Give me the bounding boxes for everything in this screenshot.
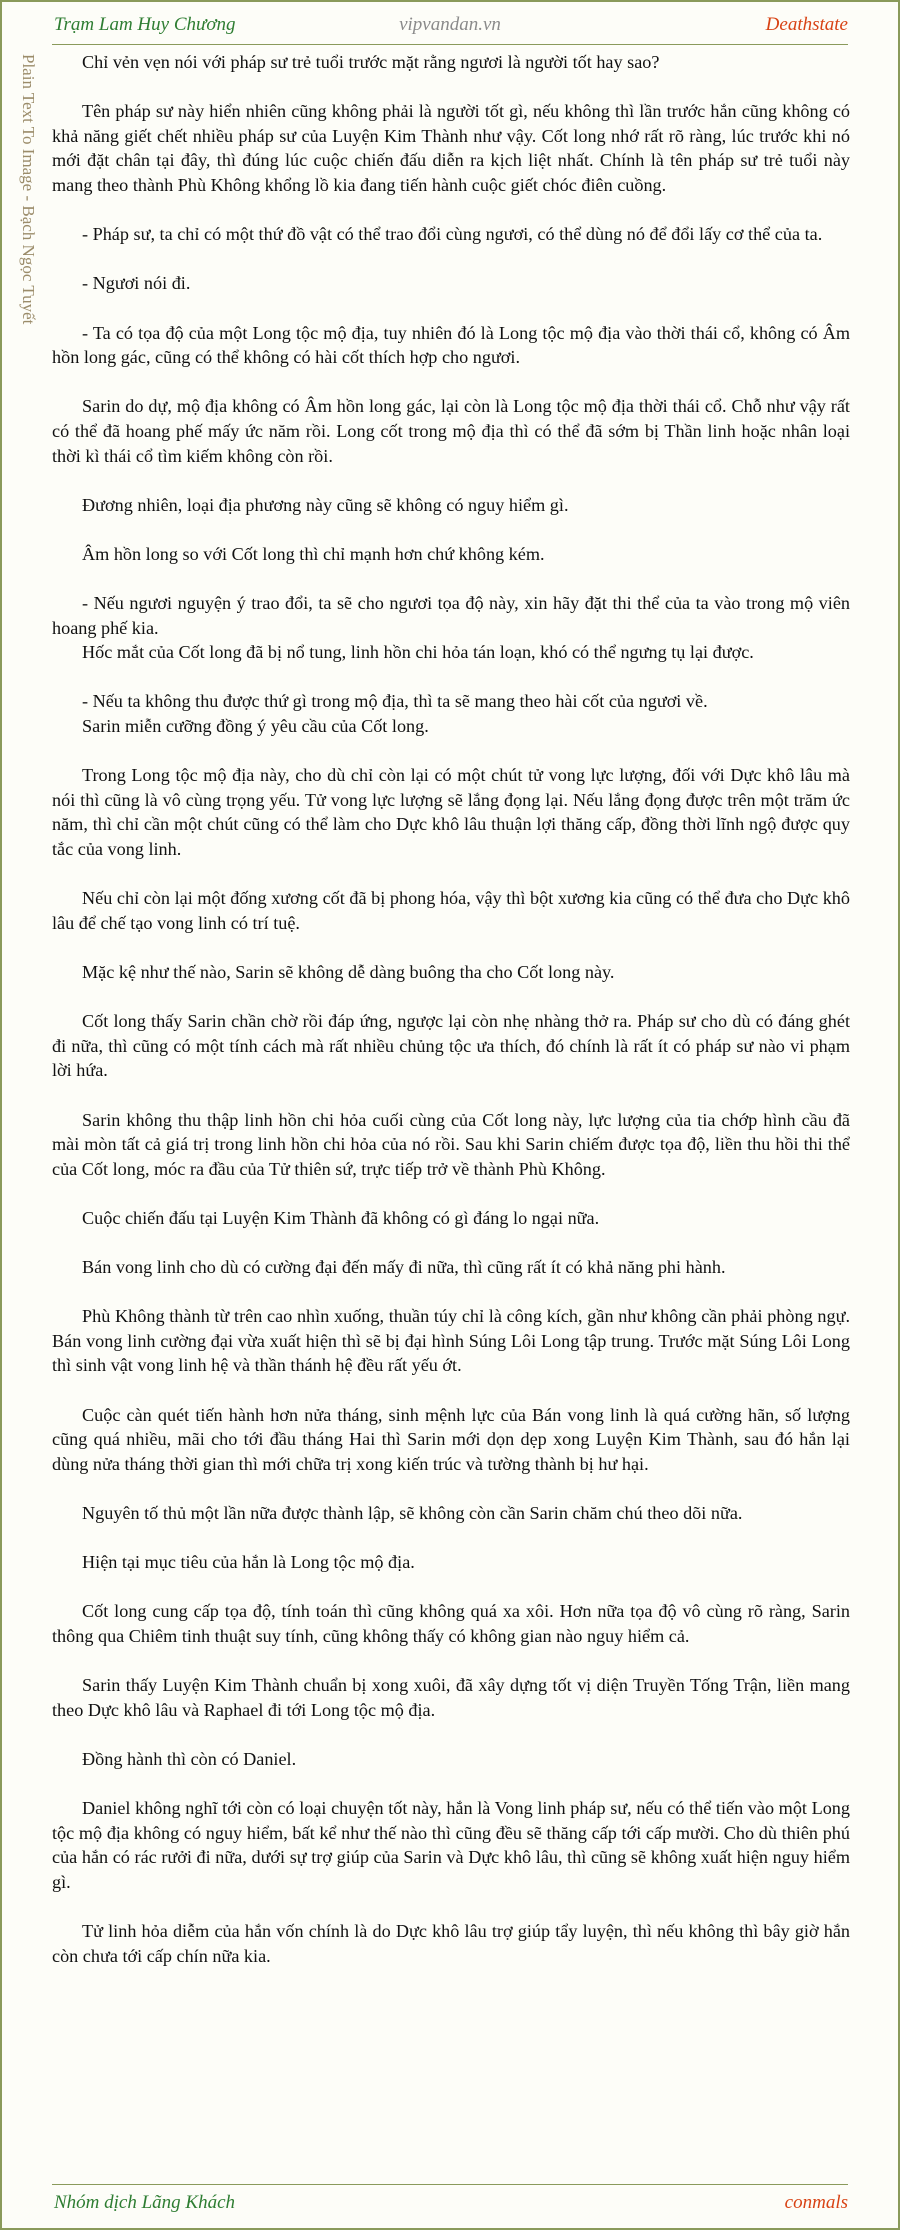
story-paragraph: Hiện tại mục tiêu của hắn là Long tộc mộ địa. bbox=[82, 1552, 415, 1573]
story-paragraph: Cuộc càn quét tiến hành hơn nửa tháng, sinh mệnh lực của Bán vong linh là quá cường hãn, số lượng cũng quá nhiều, mãi cho tới đầu tháng Hai thì Sarin mới dọn dẹp xong Luyện Kim Thành, sau đó hắn lại dùng nửa tháng thời gian thì mới chữa trị xong kiến trúc và tường thành bị hư hại. bbox=[52, 1404, 850, 1474]
story-line: Sarin miễn cưỡng đồng ý yêu cầu của Cốt long. bbox=[82, 716, 429, 737]
header-site-name: Trạm Lam Huy Chương bbox=[54, 14, 236, 35]
footer-editor: conmals bbox=[784, 2192, 848, 2213]
story-paragraph: Âm hồn long so với Cốt long thì chỉ mạnh hơn chứ không kém. bbox=[82, 543, 545, 564]
story-paragraph: Cuộc chiến đấu tại Luyện Kim Thành đã không có gì đáng lo ngại nữa. bbox=[82, 1207, 600, 1228]
story-paragraph: Phù Không thành từ trên cao nhìn xuống, thuần túy chỉ là công kích, gần như không cần phải phòng ngự. Bán vong linh cường đại vừa xuất hiện thì sẽ bị đại hình Súng Lôi Long tập trung. Trước mặt Súng Lôi Long thì sinh vật vong linh hệ và thần thánh hệ đều rất yếu ớt. bbox=[52, 1306, 850, 1376]
story-paragraph: - Ta có tọa độ của một Long tộc mộ địa, tuy nhiên đó là Long tộc mộ địa vào thời thái cổ, không có Âm hồn long gác, cũng có thể không có hài cốt thích hợp cho ngươi. bbox=[52, 322, 850, 368]
story-paragraph: Sarin không thu thập linh hồn chi hỏa cuối cùng của Cốt long này, lực lượng của tia chớp hình cầu đã mài mòn tất cả giá trị trong linh hồn chi hỏa của nó rồi. Sau khi Sarin chiếm được tọa độ, liền thu hồi thi thể của Cốt long, móc ra đầu của Tử thiên sứ, trực tiếp trở về thành Phù Không. bbox=[52, 1109, 850, 1179]
story-paragraph: Đương nhiên, loại địa phương này cũng sẽ không có nguy hiểm gì. bbox=[82, 494, 569, 515]
story-paragraph: Trong Long tộc mộ địa này, cho dù chỉ còn lại có một chút tử vong lực lượng, đối với Dực khô lâu mà nói thì cũng là vô cùng trọng yếu. Tử vong lực lượng sẽ lắng đọng lại. Nếu lắng đọng được trên một trăm ức năm, thì chỉ cần một chút cũng có thể làm cho Dực khô lâu thuận lợi thăng cấp, đồng thời lĩnh ngộ được quy tắc của vong linh. bbox=[52, 765, 850, 859]
story-paragraph: - Pháp sư, ta chỉ có một thứ đồ vật có thể trao đổi cùng ngươi, có thể dùng nó để đổi lấy cơ thể của ta. bbox=[82, 224, 823, 245]
header-author: Deathstate bbox=[765, 14, 848, 35]
story-paragraph: Sarin thấy Luyện Kim Thành chuẩn bị xong xuôi, đã xây dựng tốt vị diện Truyền Tống Trận, liền mang theo Dực khô lâu và Raphael đi tới Long tộc mộ địa. bbox=[52, 1675, 850, 1720]
story-paragraph bbox=[52, 591, 850, 665]
page-footer bbox=[52, 2192, 848, 2218]
story-paragraph: Tên pháp sư này hiển nhiên cũng không phải là người tốt gì, nếu không thì lần trước hắn cũng không có khả năng giết chết nhiều pháp sư của Luyện Kim Thành như vậy. Cốt long nhớ rất rõ ràng, lúc trước khi nó mới đặt chân tại đây, thì đúng lúc cuộc chiến đấu diễn ra kịch liệt nhất. Chính là tên pháp sư trẻ tuổi này mang theo thành Phù Không khổng lồ kia đang tiến hành cuộc giết chóc điên cuồng. bbox=[52, 101, 850, 195]
footer-translator-group: Nhóm dịch Lãng Khách bbox=[54, 2192, 236, 2213]
story-paragraph: Tử linh hỏa diễm của hắn vốn chính là do Dực khô lâu trợ giúp tẩy luyện, thì nếu không thì bây giờ hắn còn chưa tới cấp chín nữa kia. bbox=[52, 1921, 850, 1966]
story-line: - Nếu ta không thu được thứ gì trong mộ địa, thì ta sẽ mang theo hài cốt của ngươi về. bbox=[82, 691, 708, 712]
sidebar-watermark-text: Plain Text To Image - Bạch Ngọc Tuyết bbox=[19, 54, 38, 325]
story-paragraph: Nguyên tố thủ một lần nữa được thành lập, sẽ không còn cần Sarin chăm chú theo dõi nữa. bbox=[82, 1503, 743, 1524]
story-line: Hốc mắt của Cốt long đã bị nổ tung, linh hồn chi hỏa tán loạn, khó có thể ngưng tụ lại được. bbox=[82, 642, 754, 663]
story-paragraph bbox=[52, 689, 850, 738]
story-paragraph: Đồng hành thì còn có Daniel. bbox=[82, 1748, 297, 1769]
story-paragraph: Chỉ vẻn vẹn nói với pháp sư trẻ tuổi trước mặt rằng ngươi là người tốt hay sao? bbox=[82, 52, 660, 72]
story-paragraph: Bán vong linh cho dù có cường đại đến mấy đi nữa, thì cũng rất ít có khả năng phi hành. bbox=[82, 1257, 726, 1278]
header-divider bbox=[52, 44, 848, 45]
page-header bbox=[52, 14, 848, 40]
story-paragraph: Daniel không nghĩ tới còn có loại chuyện tốt này, hắn là Vong linh pháp sư, nếu có thể tiến vào một Long tộc mộ địa không có nguy hiểm, bất kể như thế nào thì cũng đều sẽ thăng cấp tới cấp mười. Cho dù thiên phú của hắn có rác rưởi đi nữa, dưới sự trợ giúp của Sarin và Dực khô lâu, thì cũng sẽ không xuất hiện nguy hiểm gì. bbox=[52, 1798, 850, 1892]
footer-divider bbox=[52, 2184, 848, 2185]
story-paragraph: Sarin do dự, mộ địa không có Âm hồn long gác, lại còn là Long tộc mộ địa thời thái cổ. Chỗ như vậy rất có thể đã hoang phế mấy ức năm rồi. Long cốt trong mộ địa thì có thể đã sớm bị Thần linh hoặc nhân loại thời kì thái cổ tìm kiếm không còn rồi. bbox=[52, 396, 850, 466]
story-paragraph: Cốt long thấy Sarin chần chờ rồi đáp ứng, ngược lại còn nhẹ nhàng thở ra. Pháp sư cho dù có đáng ghét đi nữa, thì cũng có một tính cách mà rất nhiều chủng tộc ưa thích, đó chính là rất ít có pháp sư nào vi phạm lời hứa. bbox=[52, 1011, 850, 1081]
story-paragraph: - Ngươi nói đi. bbox=[82, 273, 191, 294]
header-website[interactable]: vipvandan.vn bbox=[399, 14, 501, 35]
story-line: - Nếu ngươi nguyện ý trao đổi, ta sẽ cho ngươi tọa độ này, xin hãy đặt thi thể của ta vào trong mộ viên hoang phế kia. bbox=[52, 593, 850, 638]
sidebar-watermark bbox=[14, 54, 40, 414]
story-paragraph: Mặc kệ như thế nào, Sarin sẽ không dễ dàng buông tha cho Cốt long này. bbox=[82, 961, 615, 982]
story-paragraph: Nếu chỉ còn lại một đống xương cốt đã bị phong hóa, vậy thì bột xương kia cũng có thể đưa cho Dực khô lâu để chế tạo vong linh có trí tuệ. bbox=[52, 888, 850, 933]
story-content bbox=[52, 50, 850, 1993]
story-paragraph: Cốt long cung cấp tọa độ, tính toán thì cũng không quá xa xôi. Hơn nữa tọa độ vô cùng rõ ràng, Sarin thông qua Chiêm tinh thuật suy tính, cũng không thấy có không gian nào nguy hiểm cả. bbox=[52, 1601, 850, 1646]
